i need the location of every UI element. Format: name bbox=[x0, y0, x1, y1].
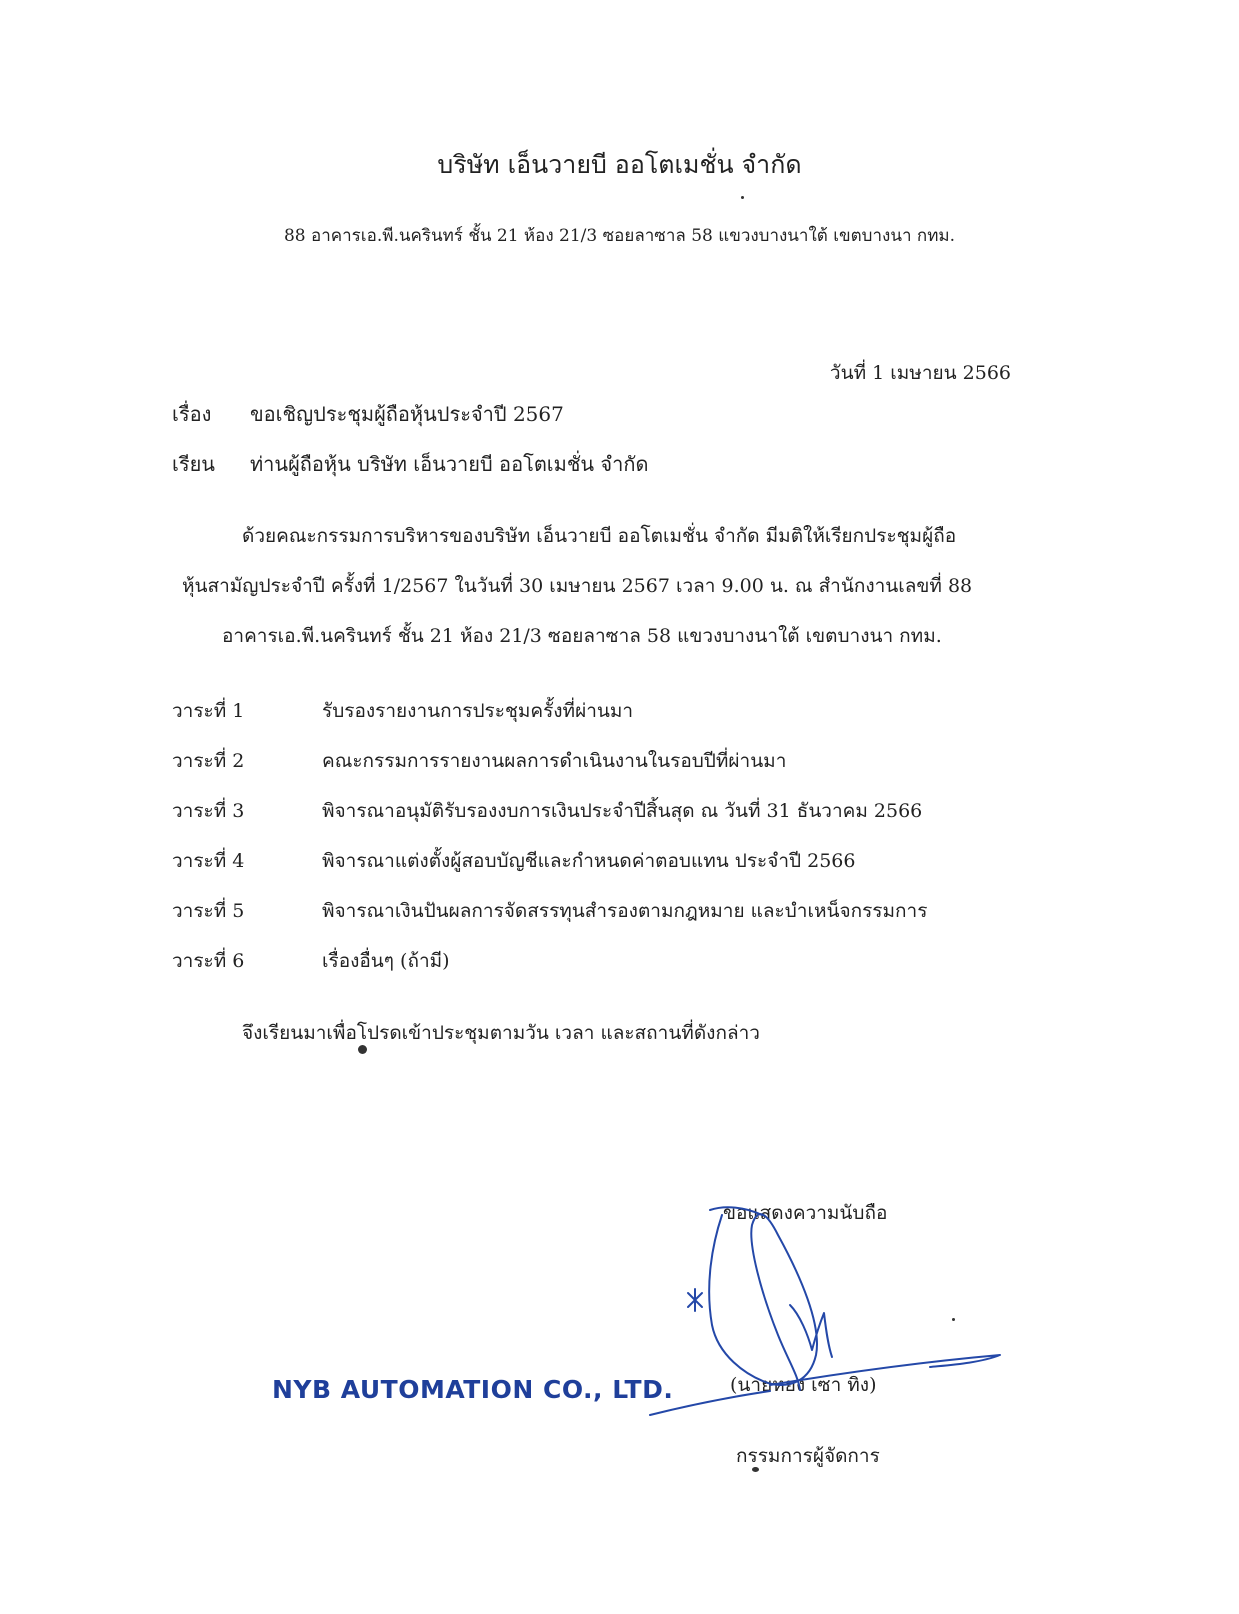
ink-speck bbox=[741, 196, 744, 199]
signatory-name: (นายหยง เซา ทิง) bbox=[730, 1374, 877, 1396]
ink-speck bbox=[752, 1467, 759, 1472]
ink-speck bbox=[358, 1045, 367, 1054]
handwritten-signature bbox=[650, 1185, 1030, 1435]
agenda-text: พิจารณาเงินปันผลการจัดสรรทุนสำรองตามกฎหมาย และบำเหน็จกรรมการ bbox=[322, 900, 928, 922]
company-stamp: NYB AUTOMATION CO., LTD. bbox=[272, 1375, 674, 1404]
recipient-value: ท่านผู้ถือหุ้น บริษัท เอ็นวายบี ออโตเมชั่น จำกัด bbox=[250, 452, 649, 476]
agenda-text: รับรองรายงานการประชุมครั้งที่ผ่านมา bbox=[322, 700, 634, 722]
body-line-1: ด้วยคณะกรรมการบริหารของบริษัท เอ็นวายบี ออโตเมชั่น จำกัด มีมติให้เรียกประชุมผู้ถือ bbox=[242, 525, 957, 547]
agenda-text: เรื่องอื่นๆ (ถ้ามี) bbox=[322, 950, 450, 972]
agenda-label: วาระที่ 1 bbox=[172, 700, 245, 722]
agenda-label: วาระที่ 5 bbox=[172, 900, 245, 922]
subject-label: เรื่อง bbox=[172, 402, 212, 426]
body-line-3: อาคารเอ.พี.นครินทร์ ชั้น 21 ห้อง 21/3 ซอยลาซาล 58 แขวงบางนาใต้ เขตบางนา กทม. bbox=[222, 625, 942, 647]
agenda-label: วาระที่ 6 bbox=[172, 950, 245, 972]
agenda-label: วาระที่ 4 bbox=[172, 850, 245, 872]
recipient-label: เรียน bbox=[172, 452, 215, 476]
body-line-2: หุ้นสามัญประจำปี ครั้งที่ 1/2567 ในวันที่ 30 เมษายน 2567 เวลา 9.00 น. ณ สำนักงานเลขที่ 88 bbox=[182, 575, 973, 597]
agenda-text: คณะกรรมการรายงานผลการดำเนินงานในรอบปีที่ผ่านมา bbox=[322, 750, 787, 772]
closing-line: จึงเรียนมาเพื่อโปรดเข้าประชุมตามวัน เวลา และสถานที่ดังกล่าว bbox=[242, 1022, 760, 1044]
agenda-label: วาระที่ 2 bbox=[172, 750, 245, 772]
signatory-position: กรรมการผู้จัดการ bbox=[736, 1445, 880, 1467]
subject-value: ขอเชิญประชุมผู้ถือหุ้นประจำปี 2567 bbox=[250, 402, 564, 426]
letter-date: วันที่ 1 เมษายน 2566 bbox=[829, 362, 1011, 384]
regards-text: ขอแสดงความนับถือ bbox=[723, 1202, 888, 1224]
company-name: บริษัท เอ็นวายบี ออโตเมชั่น จำกัด bbox=[437, 150, 802, 179]
ink-speck bbox=[952, 1318, 955, 1321]
agenda-text: พิจารณาอนุมัติรับรองงบการเงินประจำปีสิ้นสุด ณ วันที่ 31 ธันวาคม 2566 bbox=[322, 800, 923, 822]
agenda-label: วาระที่ 3 bbox=[172, 800, 245, 822]
company-address: 88 อาคารเอ.พี.นครินทร์ ชั้น 21 ห้อง 21/3 ซอยลาซาล 58 แขวงบางนาใต้ เขตบางนา กทม. bbox=[283, 226, 956, 246]
agenda-text: พิจารณาแต่งตั้งผู้สอบบัญชีและกำหนดค่าตอบแทน ประจำปี 2566 bbox=[322, 850, 856, 872]
